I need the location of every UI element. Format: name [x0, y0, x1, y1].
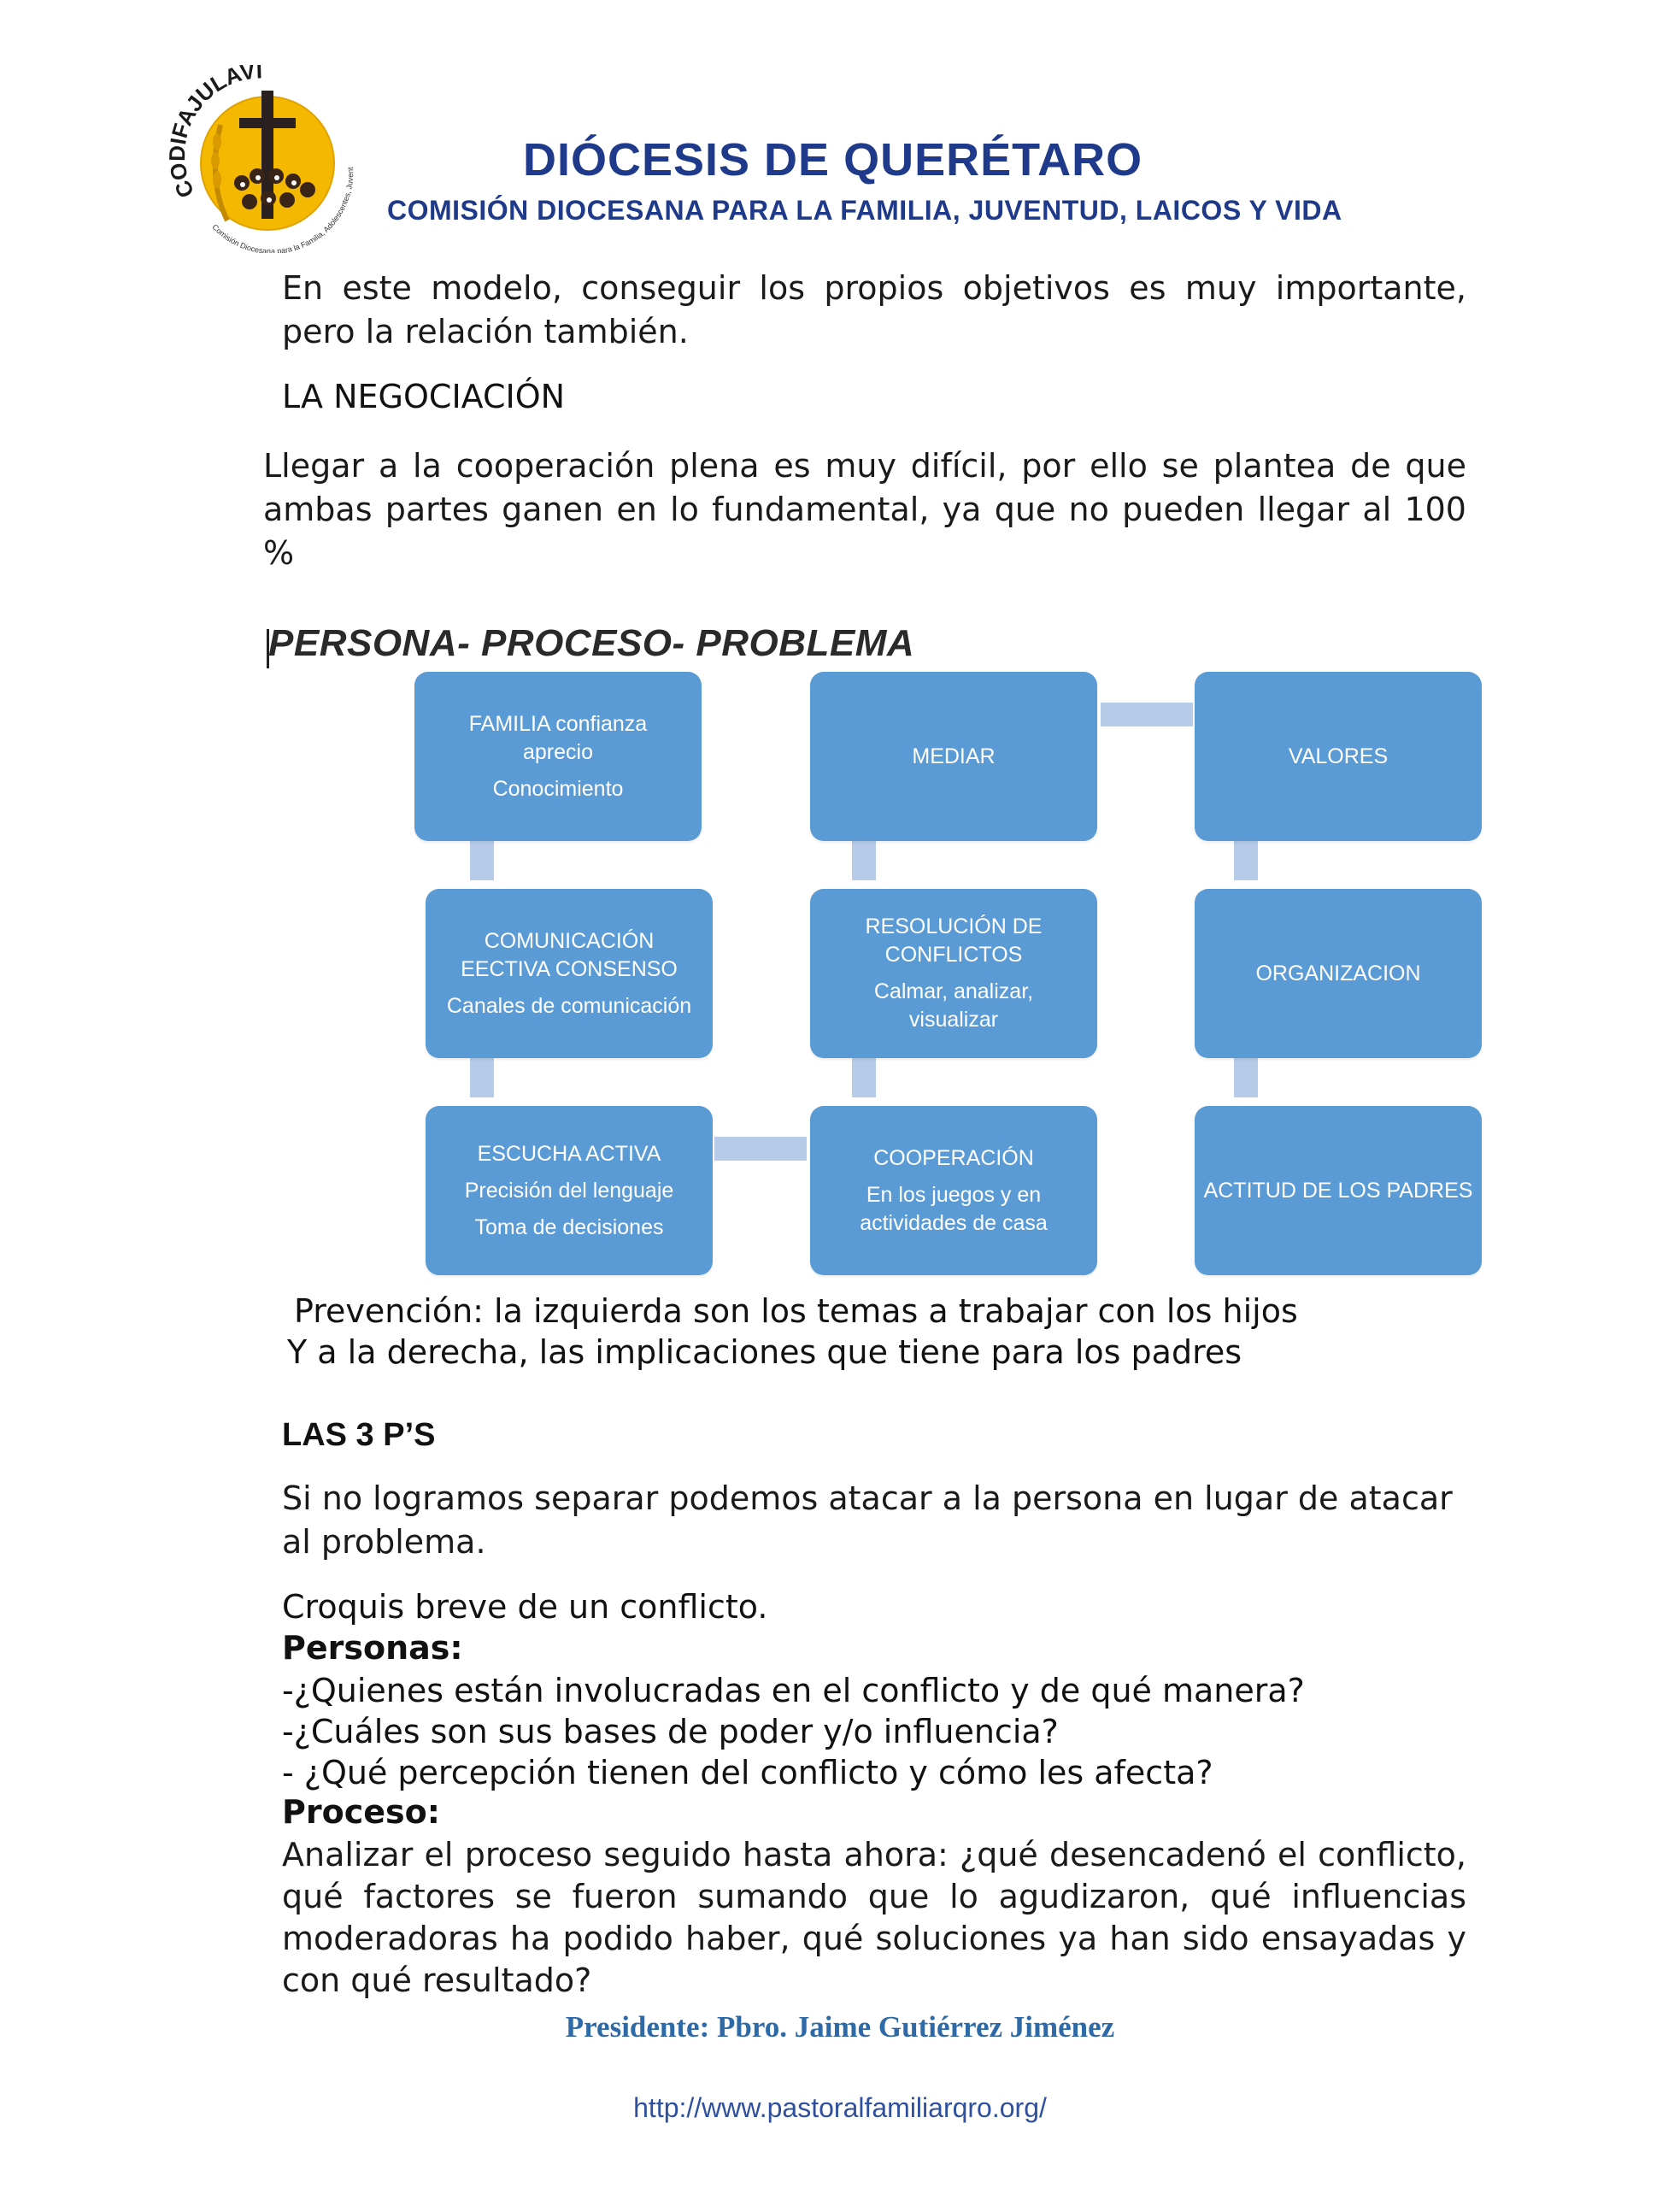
prevencion-line-2: Y a la derecha, las implicaciones que tiene para los padres	[287, 1333, 1242, 1371]
logo-sub-text: Comisión Diocesana para la Familia, Adolescentes, Juvent	[210, 167, 355, 253]
paragraph-modelo: En este modelo, conseguir los propios objetivos es muy importante, pero la relación también.	[282, 269, 1466, 350]
diagram-box-cooperacion: COOPERACIÓN En los juegos y en actividades de casa	[810, 1106, 1097, 1275]
connector	[1234, 1058, 1258, 1097]
label-personas: Personas:	[282, 1629, 463, 1667]
question-item: -¿Quienes están involucradas en el conflicto y de qué manera?	[282, 1672, 1305, 1709]
diagram-box-escucha: ESCUCHA ACTIVA Precisión del lenguaje Toma de decisiones	[426, 1106, 713, 1275]
connector	[852, 1058, 876, 1097]
paragraph-cooperacion: Llegar a la cooperación plena es muy difícil, por ello se plantea de que ambas partes ganen en lo fundamental, ya que no pueden llegar al 100 %	[263, 447, 1466, 572]
diagram-box-actitud: ACTITUD DE LOS PADRES	[1195, 1106, 1482, 1275]
paragraph-croquis: Croquis breve de un conflicto.	[282, 1588, 768, 1626]
diagram-box-valores: VALORES	[1195, 672, 1482, 841]
connector	[470, 841, 494, 880]
paragraph-proceso: Analizar el proceso seguido hasta ahora: ¿qué desencadenó el conflicto, qué factores se fueron sumando que lo agudizaron, qué influencias moderadoras ha podido haber, qué soluciones ya han sido ensayadas y con qué resultado?	[282, 1836, 1466, 1999]
label-proceso: Proceso:	[282, 1793, 440, 1831]
question-item: - ¿Qué percepción tienen del conflicto y cómo les afecta?	[282, 1754, 1213, 1791]
prevencion-line-1: Prevención: la izquierda son los temas a trabajar con los hijos	[294, 1292, 1298, 1330]
heading-3ps: LAS 3 P’S	[282, 1417, 436, 1453]
footer-url-link[interactable]: http://www.pastoralfamiliarqro.org/	[633, 2092, 1047, 2123]
diagram-box-resolucion: RESOLUCIÓN DE CONFLICTOS Calmar, analizar, visualizar	[810, 889, 1097, 1058]
question-list	[282, 1670, 1305, 1793]
diagram-box-mediar: MEDIAR	[810, 672, 1097, 841]
paragraph-separar: Si no logramos separar podemos atacar a la persona en lugar de atacar al problema.	[282, 1479, 1453, 1561]
footer-president: Presidente: Pbro. Jaime Gutiérrez Jiménez	[565, 2010, 1115, 2044]
connector	[1234, 841, 1258, 880]
diagram-box-comunicacion: COMUNICACIÓN EECTIVA CONSENSO Canales de comunicación	[426, 889, 713, 1058]
connector	[470, 1058, 494, 1097]
connector	[1101, 703, 1193, 726]
connector	[714, 1137, 807, 1161]
diagram-box-organizacion: ORGANIZACION	[1195, 889, 1482, 1058]
page-title: DIÓCESIS DE QUERÉTARO	[523, 134, 1143, 185]
heading-negociacion: LA NEGOCIACIÓN	[282, 378, 566, 415]
question-item: -¿Cuáles son sus bases de poder y/o influencia?	[282, 1713, 1059, 1750]
logo-ring-text: CODIFAJULAVI	[164, 65, 263, 202]
diagram-title: PERSONA- PROCESO- PROBLEMA	[268, 622, 915, 664]
codifajulavi-logo	[161, 65, 366, 253]
page-subtitle: COMISIÓN DIOCESANA PARA LA FAMILIA, JUVENTUD, LAICOS Y VIDA	[387, 195, 1342, 226]
diagram-box-familia: FAMILIA confianza aprecio Conocimiento	[414, 672, 702, 841]
connector	[852, 841, 876, 880]
